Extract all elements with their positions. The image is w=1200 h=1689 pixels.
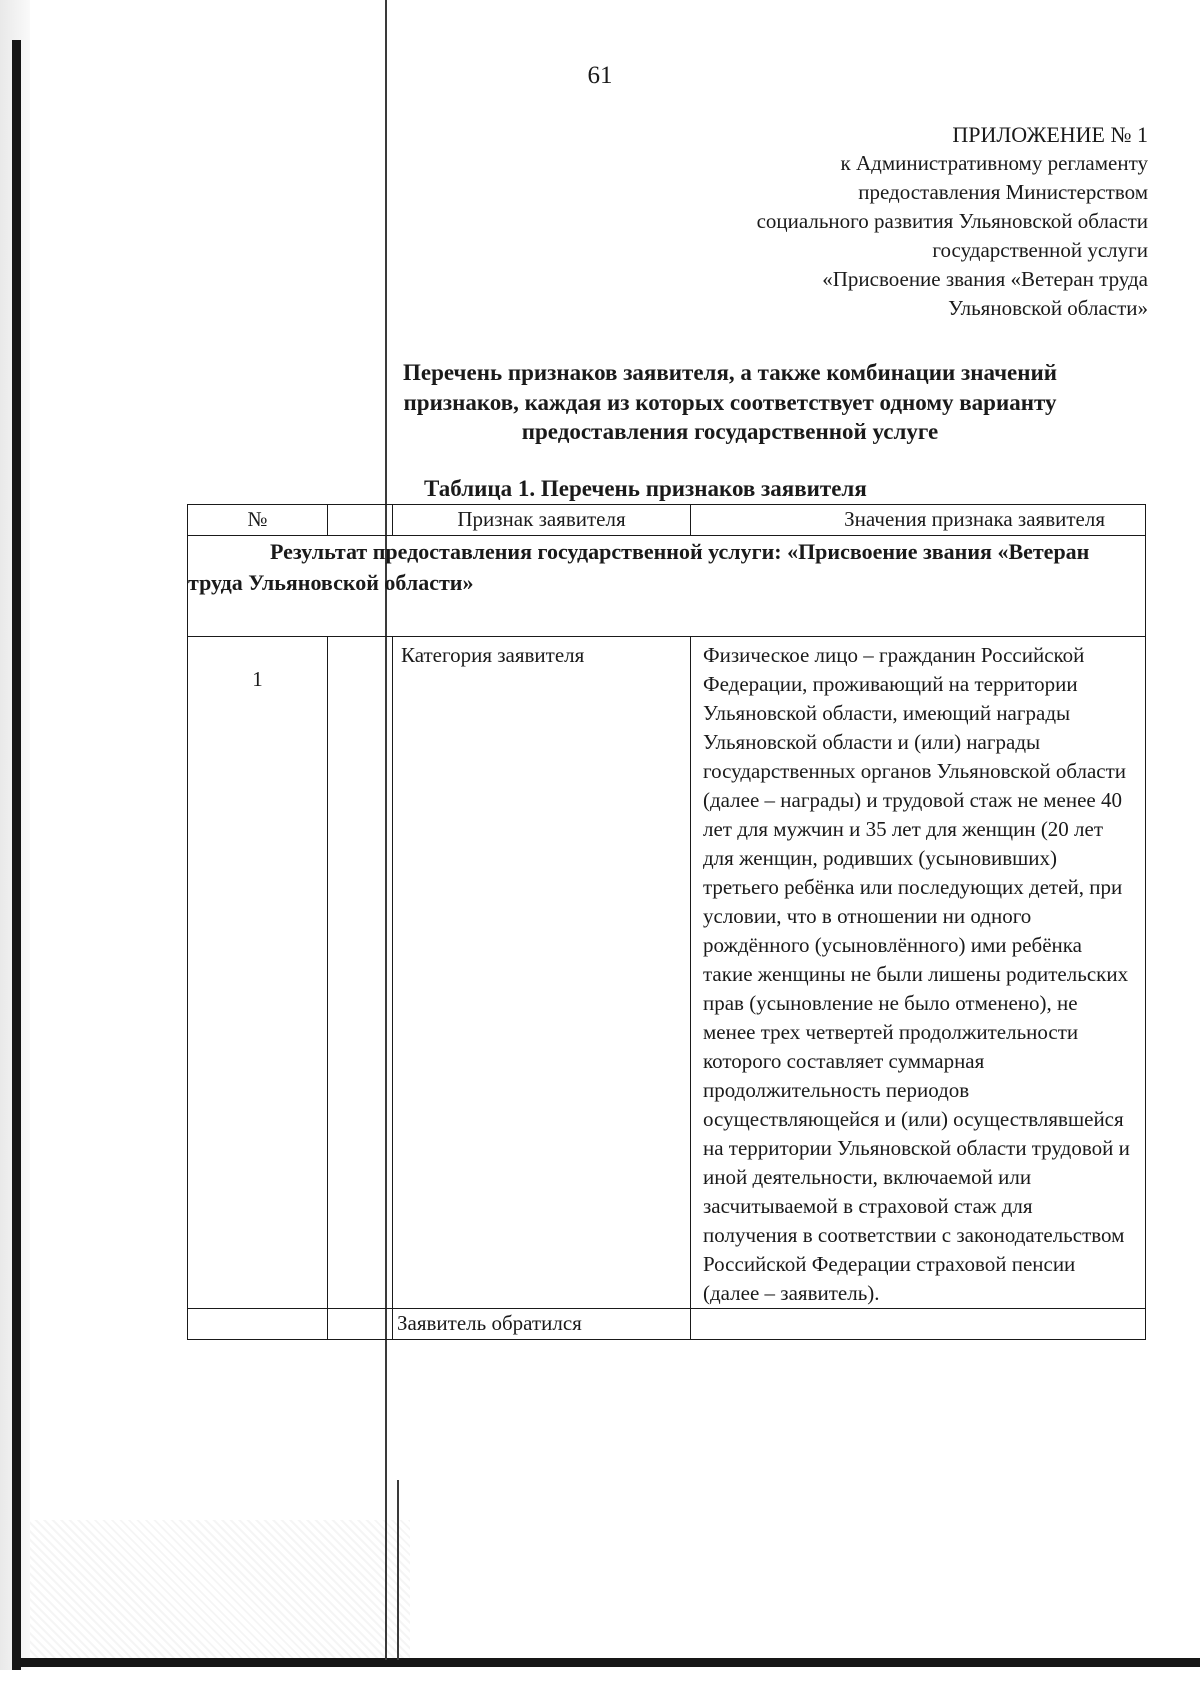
row-empty-cell bbox=[328, 1309, 393, 1340]
row-number: 1 bbox=[188, 637, 328, 1309]
scan-border-left bbox=[12, 40, 21, 1670]
appendix-block bbox=[588, 120, 1148, 323]
result-row bbox=[188, 536, 1146, 637]
row-value: Физическое лицо – гражданин Российской Федерации, проживающий на территории Ульяновской области, имеющий награды Ульяновской области и (или) награды государственных органов Ульяновской области (далее – награды) и трудовой стаж не менее 40 лет для мужчин и 35 лет для женщин (20 лет для женщин, родивших (усыновивших) третьего ребёнка или последующих детей, при условии, что в отношении ни одного рождённого (усыновлённого) ими ребёнка такие женщины не были лишены родительских прав (усыновление не было отменено), не менее трех четвертей продолжительности которого составляет суммарная продолжительность периодов осуществляющейся и (или) осуществлявшейся на территории Ульяновской области трудовой и иной деятельности, включаемой или засчитываемой в страховой стаж для получения в соответствии с законодательством Российской Федерации страховой пенсии (далее – заявитель). bbox=[691, 637, 1146, 1309]
header-empty bbox=[328, 505, 393, 536]
document-title bbox=[280, 358, 1180, 447]
appendix-title: ПРИЛОЖЕНИЕ № 1 bbox=[952, 122, 1148, 147]
table-caption: Таблица 1. Перечень признаков заявителя bbox=[424, 476, 867, 501]
header-number: № bbox=[188, 505, 328, 536]
header-value: Значения признака заявителя bbox=[691, 505, 1146, 536]
page-number: 61 bbox=[587, 62, 613, 89]
appendix-line: социального развития Ульяновской области bbox=[756, 209, 1148, 233]
header-feature: Признак заявителя bbox=[393, 505, 691, 536]
appendix-line: Ульяновской области» bbox=[948, 296, 1148, 320]
table-row bbox=[188, 1309, 1146, 1340]
row-feature: Категория заявителя bbox=[393, 637, 691, 1309]
result-cell bbox=[188, 536, 1146, 637]
scan-noise bbox=[30, 1520, 410, 1660]
appendix-line: к Административному регламенту bbox=[840, 151, 1148, 175]
document-title-line: Перечень признаков заявителя, а также комбинации значений bbox=[402, 360, 1058, 385]
row-feature: Заявитель обратился bbox=[393, 1309, 691, 1340]
result-text: Результат предоставления государственной услуги: «Присвоение звания «Ветеран труда Ульяновской области» bbox=[188, 539, 1090, 595]
row-value bbox=[691, 1309, 1146, 1340]
applicant-features-table bbox=[187, 504, 1146, 1340]
row-empty-cell bbox=[328, 637, 393, 1309]
table-row bbox=[188, 637, 1146, 1309]
appendix-line: предоставления Министерством bbox=[858, 180, 1148, 204]
document-title-line: предоставления государственной услуге bbox=[521, 419, 939, 444]
table-header-row bbox=[188, 505, 1146, 536]
appendix-line: государственной услуги bbox=[932, 238, 1148, 262]
appendix-line: «Присвоение звания «Ветеран труда bbox=[822, 267, 1148, 291]
row-number bbox=[188, 1309, 328, 1340]
document-title-line: признаков, каждая из которых соответствует одному варианту bbox=[403, 389, 1057, 415]
